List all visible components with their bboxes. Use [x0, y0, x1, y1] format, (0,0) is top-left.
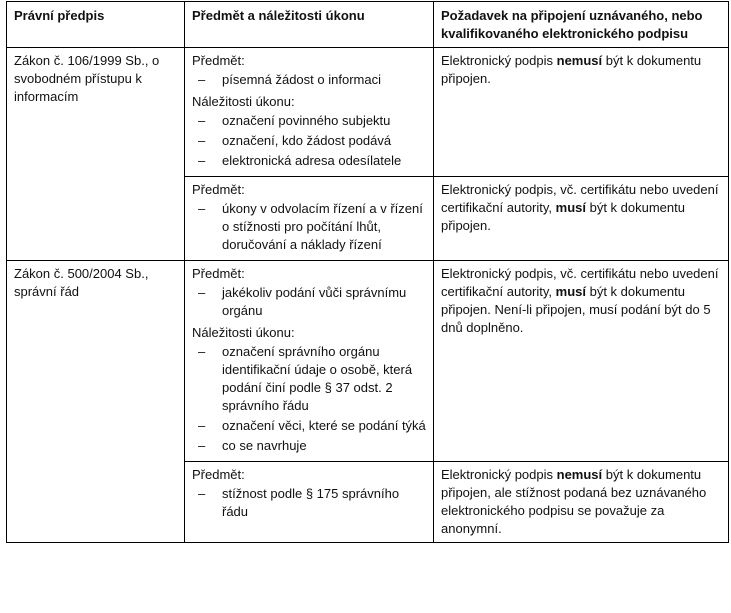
dash-bullet-icon: – — [198, 153, 206, 168]
list-item — [192, 152, 427, 170]
subject-label: Předmět: — [192, 467, 245, 482]
list-item — [192, 71, 427, 89]
subject-list — [192, 200, 427, 254]
requirement-text-end: být k dokumentu připojen. — [441, 200, 685, 233]
requirements-list — [192, 112, 427, 170]
list-item — [192, 112, 427, 130]
dash-bullet-icon: – — [198, 418, 206, 433]
dash-bullet-icon: – — [198, 72, 206, 87]
list-item — [192, 343, 427, 415]
subject-list — [192, 71, 427, 89]
list-item-text: jakékoliv podání vůči správnímu orgánu — [222, 285, 407, 318]
dash-bullet-icon: – — [198, 113, 206, 128]
requirements-list — [192, 343, 427, 455]
header-signature-requirement: Požadavek na připojení uznávaného, nebo kvalifikovaného elektronického podpisu — [434, 2, 729, 48]
dash-bullet-icon: – — [198, 201, 206, 216]
requirement-text: Elektronický podpis — [441, 467, 557, 482]
header-legal-regulation: Právní předpis — [7, 2, 185, 48]
subject-cell — [185, 48, 434, 177]
subject-list — [192, 485, 427, 521]
list-item-text: označení věci, které se podání týká — [222, 418, 426, 433]
list-item-text: označení, kdo žádost podává — [222, 133, 392, 148]
list-item-text: úkony v odvolacím řízení a v řízení o stížnosti pro počítání lhůt, doručování a náklady řízení — [222, 201, 423, 252]
law-name-cell: Zákon č. 106/1999 Sb., o svobodném přístupu k informacím — [7, 48, 185, 261]
header-subject-and-requirements: Předmět a náležitosti úkonu — [185, 2, 434, 48]
subject-label: Předmět: — [192, 53, 245, 68]
list-item — [192, 417, 427, 435]
requirement-text-end: být k dokumentu připojen. Není-li připojen, musí podání být do 5 dnů doplněno. — [441, 284, 711, 335]
subject-cell — [185, 261, 434, 462]
list-item — [192, 132, 427, 150]
list-item-text: co se navrhuje — [222, 438, 307, 453]
dash-bullet-icon: – — [198, 486, 206, 501]
legal-requirements-table — [6, 1, 729, 543]
dash-bullet-icon: – — [198, 438, 206, 453]
requirement-text: Elektronický podpis, vč. certifikátu nebo uvedení certifikační autority, — [441, 182, 719, 215]
requirement-text: Elektronický podpis — [441, 53, 557, 68]
requirement-text-end: být k dokumentu připojen, ale stížnost podaná bez uznávaného elektronického podpisu se považuje za anonymní. — [441, 467, 707, 536]
requirement-text-end: být k dokumentu připojen. — [441, 53, 702, 86]
dash-bullet-icon: – — [198, 344, 206, 359]
list-item-text: označení správního orgánu identifikační údaje o osobě, která podání činí podle § 37 odst. 2 správního řádu — [222, 344, 413, 413]
signature-requirement-cell — [434, 462, 729, 543]
subject-label: Předmět: — [192, 266, 245, 281]
requirement-emphasis: nemusí — [556, 53, 603, 68]
list-item — [192, 284, 427, 320]
requirement-emphasis: musí — [555, 200, 586, 215]
requirements-label: Náležitosti úkonu: — [192, 325, 295, 340]
list-item-text: elektronická adresa odesílatele — [222, 153, 402, 168]
dash-bullet-icon: – — [198, 285, 206, 300]
requirements-label: Náležitosti úkonu: — [192, 94, 295, 109]
table-row — [7, 48, 729, 177]
requirement-emphasis: nemusí — [556, 467, 603, 482]
list-item — [192, 437, 427, 455]
requirement-emphasis: musí — [555, 284, 586, 299]
list-item-text: označení povinného subjektu — [222, 113, 391, 128]
signature-requirement-cell — [434, 48, 729, 177]
law-name-cell: Zákon č. 500/2004 Sb., správní řád — [7, 261, 185, 543]
subject-cell — [185, 177, 434, 261]
signature-requirement-cell — [434, 261, 729, 462]
list-item — [192, 200, 427, 254]
table-header-row — [7, 2, 729, 48]
list-item-text: stížnost podle § 175 správního řádu — [222, 486, 400, 519]
dash-bullet-icon: – — [198, 133, 206, 148]
list-item — [192, 485, 427, 521]
subject-list — [192, 284, 427, 320]
list-item-text: písemná žádost o informaci — [222, 72, 381, 87]
subject-label: Předmět: — [192, 182, 245, 197]
signature-requirement-cell — [434, 177, 729, 261]
requirement-text: Elektronický podpis, vč. certifikátu nebo uvedení certifikační autority, — [441, 266, 719, 299]
table-row — [7, 261, 729, 462]
subject-cell — [185, 462, 434, 543]
